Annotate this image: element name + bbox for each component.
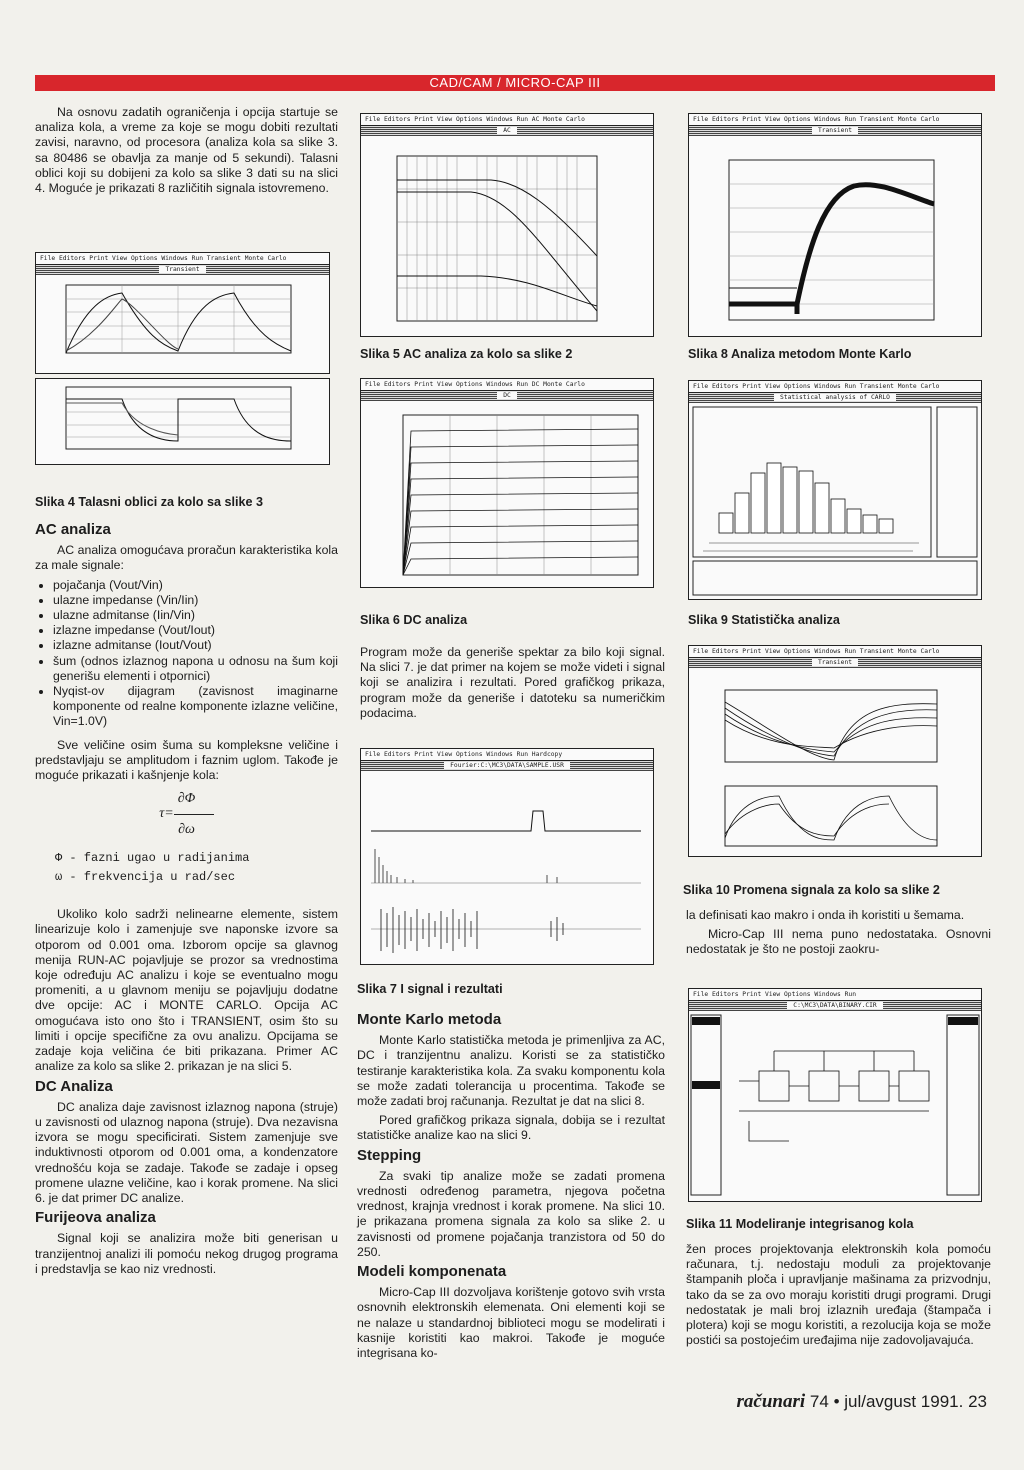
figure-11-caption: Slika 11 Modeliranje integrisanog kola <box>686 1217 914 1231</box>
figure-7-caption: Slika 7 I signal i rezultati <box>357 982 503 996</box>
stepping-paragraph: Za svaki tip analize može se zadati promena vrednosti određenog parametra, njegova početna vrednost, krajnja vrednost i korak promene. Na slici 10. je prikazana promena signala za kolo sa slike 2. u zavisnosti od promene pojačanja tranzistora od 50 do 250. <box>357 1168 665 1259</box>
monte-carlo-paragraph-2: Pored grafičkog prikaza signala, dobija se i rezultat statističke analize kao na slici 9. <box>357 1113 665 1143</box>
ac-intro: AC analiza omogućava proračun karakteristika kola za male signale: <box>35 543 338 573</box>
closing-paragraph: žen proces projektovanja elektronskih kola pomoću računara, t.j. nedostaju moduli za projektovanje štampanih ploča i upravljanje mašinama za prizvodnju, tako da se za ovo moraju koristiti drugi programi. Drugi nedostatak je mali broj izlaznih uređaja (štampača i plotera) koji se mogu koristiti, a rezolucija koja se može postići sa postojećim uređajima nije zadovoljavajuća. <box>686 1242 991 1348</box>
figure-9-caption: Slika 9 Statistička analiza <box>688 613 840 627</box>
page-number: 74 <box>809 1392 829 1411</box>
figure-5-window <box>360 113 654 337</box>
page-footer <box>737 1391 987 1413</box>
window-title: DC <box>361 391 653 401</box>
list-item: • šum (odnos izlaznog napona u odnosu na šum koji generišu elementi i otpornici) <box>53 654 338 684</box>
middle-text-bottom <box>357 1008 665 1365</box>
formula-line <box>35 806 338 821</box>
figure-4-window-top <box>35 252 330 374</box>
page-index: 23 <box>968 1392 987 1411</box>
figure-6-window <box>360 378 654 588</box>
issue-date: jul/avgust 1991. <box>844 1392 964 1411</box>
list-item: • Nyqist-ov dijagram (zavisnost imaginarne komponente od realne komponente izlazne veličine, Vin=1.0V) <box>53 684 338 730</box>
transient-plot-top <box>36 275 329 372</box>
formula-lhs: τ= <box>159 806 174 822</box>
middle-text-top <box>360 645 665 725</box>
right-text-top <box>686 908 991 962</box>
transient-plot-bottom <box>36 379 329 464</box>
fourier-plot <box>361 771 653 963</box>
menu-bar[interactable]: File Editors Print View Options Windows Run Transient Monte Carlo <box>36 253 329 265</box>
window-title: Transient <box>36 265 329 275</box>
formula-denominator: ∂ω <box>178 821 195 837</box>
figure-9-window <box>688 380 982 600</box>
monte-carlo-paragraph: Monte Karlo statistička metoda je primenljiva za AC, DC i tranzijentnu analizu. Koristi se za statističko testiranje karakteristika kola. Za svaku komponentu kola se može zadati tolerancija u procentima. Takođe se može zadati broj računanja. Rezultat je dat na slici 8. <box>357 1033 665 1109</box>
formula-legend-phi: Φ - fazni ugao u radijanima <box>55 850 250 865</box>
menu-bar[interactable]: File Editors Print View Options Windows Run Hardcopy <box>361 749 653 761</box>
magazine-brand: računari <box>736 1391 806 1412</box>
window-title: Statistical analysis of CARLO <box>689 393 981 403</box>
dc-paragraph: DC analiza daje zavisnost izlaznog napona (struje) u zavisnosti od ulaznog napona (struje). Dva nezavisna izvora se mogu specificirati. Sistem zamenjuje sve induktivnosti otporom od 0.001 oma, a kondenzatore vrednošću koja se zadaje. Takođe se zadaje i opseg promene ulazne veličine, kao i korak promene. Na slici 6. je dat primer DC analize. <box>35 1099 338 1205</box>
stepping-plot <box>689 668 981 855</box>
makro-paragraph: la definisati kao makro i onda ih koristiti u šemama. <box>686 908 965 922</box>
fourier-heading: Furijeova analiza <box>35 1209 156 1227</box>
monte-carlo-plot <box>689 136 981 335</box>
window-title: Fourier:C:\MC3\DATA\SAMPLE.USR <box>361 761 653 771</box>
figure-7-window <box>360 748 654 965</box>
figure-5-caption: Slika 5 AC analiza za kolo sa slike 2 <box>360 347 573 361</box>
schematic-editor <box>689 1011 981 1200</box>
section-banner: CAD/CAM / MICRO-CAP III <box>35 75 995 91</box>
figure-11-window <box>688 988 982 1202</box>
figure-10-caption: Slika 10 Promena signala za kolo sa slike 2 <box>683 883 940 897</box>
ac-bullet-list <box>35 578 338 730</box>
figure-8-caption: Slika 8 Analiza metodom Monte Karlo <box>688 347 912 361</box>
menu-bar[interactable]: File Editors Print View Options Windows Run DC Monte Carlo <box>361 379 653 391</box>
menu-bar[interactable]: File Editors Print View Options Windows Run Transient Monte Carlo <box>689 381 981 393</box>
list-item: • izlazne impedanse (Vout/Iout) <box>53 623 338 638</box>
monte-carlo-heading: Monte Karlo metoda <box>357 1011 502 1028</box>
ac-complex-paragraph: Sve veličine osim šuma su kompleksne veličine i predstavljaju se amplitudom i faznim uglom. Takođe je moguće prikazati i kašnjenje kola: <box>35 737 338 783</box>
ac-run-paragraph: Ukoliko kolo sadrži nelinearne elemente, sistem linearizuje kolo i zamenjuje sve naponske izvore sa otporom od 0.001 oma. Izborom opcije sa glavnog menija RUN-AC pojavljuje se prozor sa vrednostima koje određuju AC analizu i koje se eventualno mogu promeniti, a u glavnom meniju se pojavljuju dodatne dve opcije: AC i MONTE CARLO. Opcija AC omogućava isto ono što i TRANSIENT, osim što su limiti i opcije specifične za ovu analizu. Opcijama se zadaje koja veličina će biti prikazana. Primer AC analize za kolo sa slike 2. prikazan je na slici 5. <box>35 907 338 1074</box>
window-title: C:\MC3\DATA\BINARY.CIR <box>689 1001 981 1011</box>
intro-paragraph: Na osnovu zadatih ograničenja i opcija startuje se analiza kola, a vreme za koje se mogu dobiti rezultati zavisi, naravno, od procesora (analiza kola sa slike 3. sa 80486 se obavlja za manje od 5 sekundi). Talasni oblici koji su dobijeni za kolo sa slike 3 dati su na slici 4. Moguće je prikazati 8 različitih signala istovremeno. <box>35 105 338 196</box>
statistics-histogram <box>689 403 981 598</box>
window-title: AC <box>361 126 653 136</box>
spectrum-paragraph: Program može da generiše spektar za bilo koji signal. Na slici 7. je dat primer na kojem se može videti i signal koji se analizira i rezultati. Pored grafičkog prikaza, program može da generiše i datoteku sa numeričkim podacima. <box>360 645 665 720</box>
window-title: Transient <box>689 126 981 136</box>
dc-heading: DC Analiza <box>35 1077 113 1095</box>
menu-bar[interactable]: File Editors Print View Options Windows Run <box>689 989 981 1001</box>
drawbacks-paragraph: Micro-Cap III nema puno nedostataka. Osnovni nedostatak je što ne postoji zaokru- <box>686 927 991 957</box>
intro-text-column <box>35 105 338 200</box>
figure-6-caption: Slika 6 DC analiza <box>360 613 468 627</box>
figure-4-caption: Slika 4 Talasni oblici za kolo sa slike 3 <box>35 495 263 509</box>
menu-bar[interactable]: File Editors Print View Options Windows Run AC Monte Carlo <box>361 114 653 126</box>
ac-plot <box>361 136 653 335</box>
dc-plot <box>361 401 653 586</box>
formula-legend-omega: ω - frekvencija u rad/sec <box>55 870 236 885</box>
menu-bar[interactable]: File Editors Print View Options Windows Run Transient Monte Carlo <box>689 114 981 126</box>
figure-8-window <box>688 113 982 337</box>
figure-10-window <box>688 645 982 857</box>
menu-bar[interactable]: File Editors Print View Options Windows Run Transient Monte Carlo <box>689 646 981 658</box>
stepping-heading: Stepping <box>357 1146 422 1164</box>
formula-numerator: ∂Φ <box>177 791 196 807</box>
delay-formula <box>35 791 338 837</box>
footer-bullet: • <box>833 1392 840 1411</box>
right-text-bottom <box>686 1242 991 1352</box>
ac-heading: AC analiza <box>35 521 111 538</box>
fourier-paragraph: Signal koji se analizira može biti generisan u tranzijentnoj analizi ili pomoću nekog drugog programa i predstavlja se kao niz vrednosti. <box>35 1231 338 1276</box>
window-title: Transient <box>689 658 981 668</box>
list-item: • izlazne admitanse (Iout/Vout) <box>53 638 338 653</box>
list-item: • ulazne impedanse (Vin/Iin) <box>53 593 338 608</box>
figure-4-window-bottom <box>35 378 330 465</box>
models-heading: Modeli komponenata <box>357 1263 507 1281</box>
models-paragraph: Micro-Cap III dozvoljava korištenje gotovo svih vrsta osnovnih elektronskih elemenata. Oni elementi koji se ne nalaze u standardnoj biblioteci mogu se modelirati i kasnije koristiti kao makroi. Takođe je moguće integrisana ko- <box>357 1285 665 1361</box>
left-text-column <box>35 518 338 1281</box>
list-item: • ulazne admitanse (Iin/Vin) <box>53 608 338 623</box>
list-item: • pojačanja (Vout/Vin) <box>53 578 338 593</box>
